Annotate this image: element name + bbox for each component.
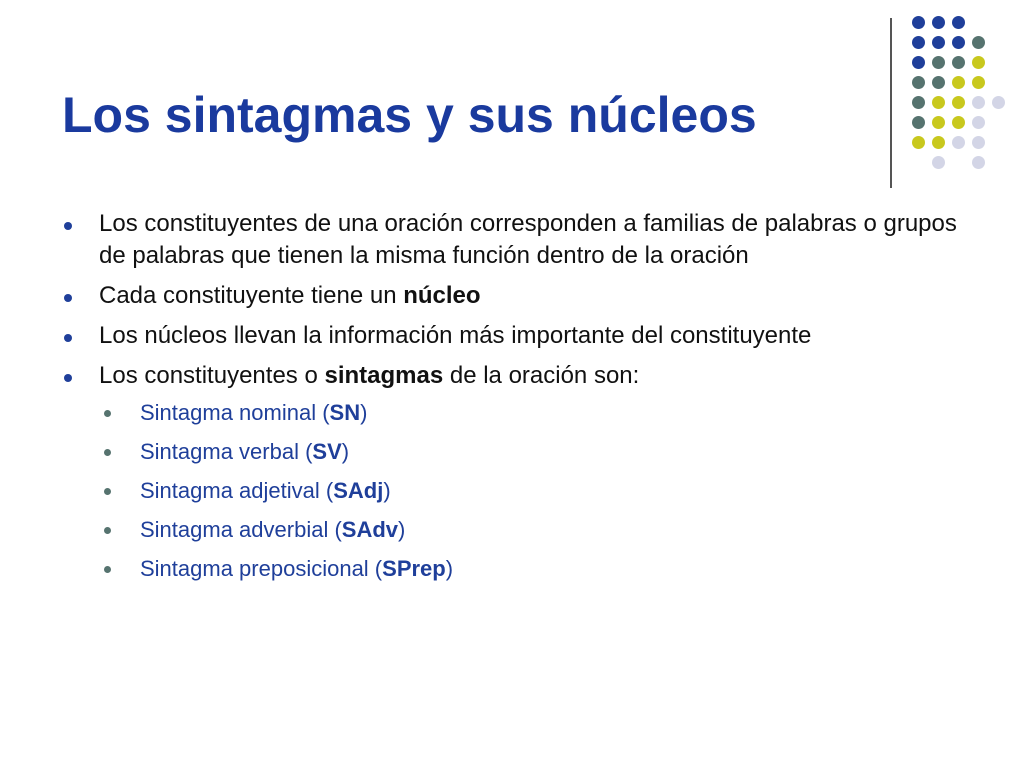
subbullet-close: ): [445, 556, 454, 581]
subbullet-sprep: [62, 556, 962, 582]
subbullet-sadv: [62, 517, 962, 543]
subbullet-label: Sintagma verbal (: [140, 439, 313, 464]
decor-dot: [992, 96, 1005, 109]
subbullet-close: ): [398, 517, 406, 542]
subbullet-abbr: SV: [312, 439, 342, 464]
decor-dot: [972, 96, 985, 109]
subbullet-close: ): [341, 439, 350, 464]
subbullet-abbr: SN: [329, 400, 361, 425]
syntagm-list: [62, 400, 962, 582]
subbullet-label: Sintagma adverbial (: [140, 517, 342, 542]
subbullet-label: Sintagma adjetival (: [140, 478, 334, 503]
decor-dot: [972, 36, 985, 49]
bullet-text: de la oración son:: [443, 362, 640, 389]
subbullet-sn: [62, 400, 962, 426]
bullet-syntagms: [62, 360, 962, 392]
decor-dot: [952, 136, 965, 149]
subbullet-label: Sintagma nominal (: [140, 400, 330, 425]
subbullet-abbr: SPrep: [382, 556, 446, 581]
decor-dot: [972, 76, 985, 89]
decor-dot: [952, 56, 965, 69]
subbullet-sv: [62, 439, 962, 465]
decor-dot: [972, 56, 985, 69]
bullet-bold-term: sintagmas: [324, 362, 444, 389]
decor-dot: [932, 116, 945, 129]
slide-title: Los sintagmas y sus núcleos: [62, 87, 757, 143]
decor-dot: [932, 76, 945, 89]
bullet-text: Los núcleos llevan la información más importante del constituyente: [99, 322, 812, 349]
bullet-text: Cada constituyente tiene un: [99, 282, 404, 309]
title-divider-line: [890, 18, 892, 188]
bullet-constituents: [62, 208, 962, 272]
slide-body: [62, 208, 962, 595]
bullet-text: Los constituyentes de una oración corresponden a familias de palabras o grupos de palabras que tienen la misma función dentro de la oración: [99, 210, 957, 269]
decor-dot: [912, 36, 925, 49]
bullet-nuclei-info: [62, 320, 962, 352]
decor-dot: [952, 16, 965, 29]
subbullet-abbr: SAdv: [341, 517, 399, 542]
decor-dot: [912, 76, 925, 89]
decor-dot: [952, 36, 965, 49]
subbullet-label: Sintagma preposicional (: [140, 556, 383, 581]
bullet-bold-term: núcleo: [403, 282, 481, 309]
decor-dot: [952, 96, 965, 109]
decor-dot: [952, 76, 965, 89]
decor-dot: [972, 156, 985, 169]
decor-dot: [932, 96, 945, 109]
bullet-nucleus: [62, 280, 962, 312]
decor-dot: [932, 156, 945, 169]
decor-dot: [972, 116, 985, 129]
decor-dot: [912, 56, 925, 69]
decor-dot: [972, 136, 985, 149]
subbullet-sadj: [62, 478, 962, 504]
subbullet-abbr: SAdj: [333, 478, 384, 503]
decor-dot: [912, 96, 925, 109]
decor-dot: [952, 116, 965, 129]
decor-dot: [932, 56, 945, 69]
subbullet-close: ): [360, 400, 368, 425]
decor-dot: [912, 116, 925, 129]
decor-dot: [932, 16, 945, 29]
decor-dot: [932, 36, 945, 49]
bullet-text: Los constituyentes o: [99, 362, 325, 389]
decor-dot: [912, 16, 925, 29]
subbullet-close: ): [383, 478, 391, 503]
decor-dot: [932, 136, 945, 149]
decor-dot: [912, 136, 925, 149]
